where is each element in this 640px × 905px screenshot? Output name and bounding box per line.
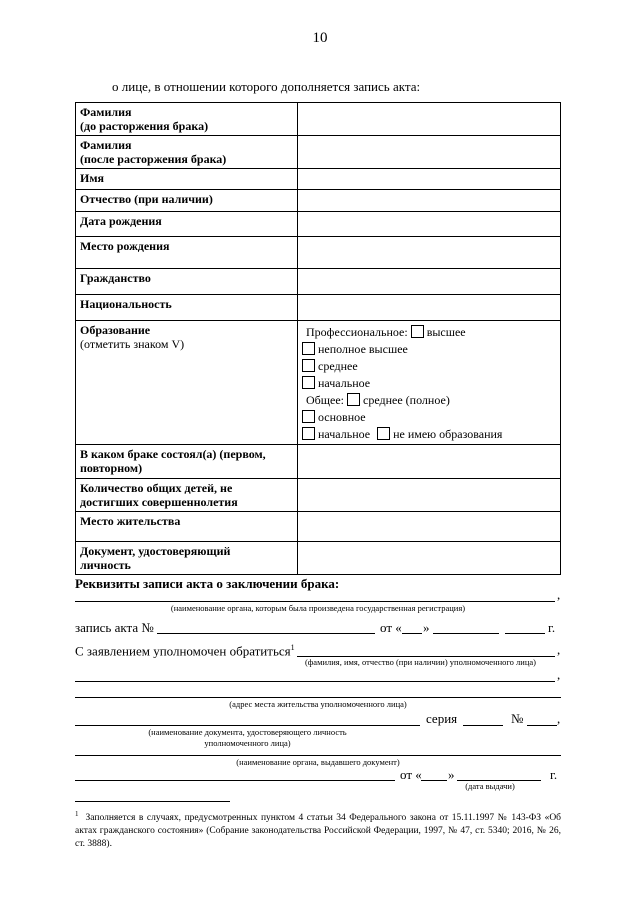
no-education-checkbox[interactable]: [377, 427, 390, 440]
caption-doc-name-1: (наименование документа, удостоверяющего личность: [148, 727, 347, 737]
education-options: [298, 321, 561, 445]
comma: ,: [557, 587, 561, 602]
professional-line: [302, 324, 556, 341]
higher-label: высшее: [426, 325, 466, 339]
issuer-continuation-line[interactable]: [75, 780, 395, 781]
row-label-id-document: Документ, удостоверяющий личность: [76, 542, 298, 575]
value-cell-id-document[interactable]: [298, 542, 561, 575]
value-cell-residence[interactable]: [298, 512, 561, 542]
row-label-education: [76, 321, 298, 445]
value-cell-citizenship[interactable]: [298, 269, 561, 295]
series-line[interactable]: [463, 725, 503, 726]
basic-label: основное: [318, 410, 366, 424]
caption-issue-date: (дата выдачи): [465, 781, 515, 791]
record-day-line[interactable]: [402, 633, 422, 634]
footnote-mark: 1: [75, 810, 79, 818]
intro-text: о лице, в отношении которого дополняется запись акта:: [112, 79, 421, 94]
footnote-text: Заполняется в случаях, предусмотренных пунктом 4 статьи 34 Федерального закона от 15.11.1997 № 143-ФЗ «Об актах гражданского состояния» (Собрание законодательства Российской Федерации, 1997, № 47, ст. 5340; 2016, № 26, ст. 3888).: [75, 813, 562, 850]
value-cell-birth-date[interactable]: [298, 212, 561, 237]
value-cell-nationality[interactable]: [298, 295, 561, 321]
education-label: Образование: [80, 323, 151, 337]
series-label: серия: [426, 711, 458, 726]
secondary-line: [302, 358, 556, 375]
authorized-label: [75, 643, 295, 659]
record-date-from: от «: [380, 620, 402, 635]
caption-fio: (фамилия, имя, отчество (при наличии) уполномоченного лица): [304, 657, 537, 667]
table-row: [76, 542, 561, 575]
authorized-text: С заявлением уполномочен обратиться: [75, 643, 291, 659]
row-label-surname-after: Фамилия (после расторжения брака): [76, 136, 298, 169]
value-cell-first-name[interactable]: [298, 169, 561, 190]
incomplete-higher-label: неполное высшее: [318, 342, 408, 356]
caption-doc-name-2: уполномоченного лица): [204, 738, 291, 748]
issue-year-label: г.: [550, 767, 558, 782]
secondary-label: среднее: [318, 359, 358, 373]
row-label-citizenship: Гражданство: [76, 269, 298, 295]
issue-quote-close: »: [448, 767, 455, 782]
education-note: (отметить знаком V): [80, 337, 185, 351]
comma: ,: [557, 667, 561, 682]
table-row: [76, 445, 561, 479]
value-cell-children[interactable]: [298, 479, 561, 512]
general-primary-checkbox[interactable]: [302, 427, 315, 440]
doc-name-line[interactable]: [75, 725, 420, 726]
higher-checkbox[interactable]: [411, 325, 424, 338]
footnote: [75, 808, 561, 851]
footnote-ref: 1: [290, 643, 295, 652]
primary-checkbox[interactable]: [302, 376, 315, 389]
table-row: [76, 512, 561, 542]
secondary-checkbox[interactable]: [302, 359, 315, 372]
row-label-residence: Место жительства: [76, 512, 298, 542]
table-row: [76, 169, 561, 190]
caption-address: (адрес места жительства уполномоченного лица): [229, 699, 407, 709]
footnote-rule: [75, 801, 230, 802]
record-number-label: запись акта №: [75, 620, 154, 635]
table-row: [76, 479, 561, 512]
record-month-line[interactable]: [433, 633, 499, 634]
general-line: [302, 392, 556, 409]
general-secondary-label: среднее (полное): [363, 393, 450, 407]
primary-label: начальное: [318, 376, 371, 390]
issue-date-from: от «: [400, 767, 422, 782]
row-label-patronymic: Отчество (при наличии): [76, 190, 298, 212]
general-secondary-checkbox[interactable]: [347, 393, 360, 406]
row-label-birth-place: Место рождения: [76, 237, 298, 269]
comma: ,: [557, 642, 561, 657]
general-label: Общее:: [306, 393, 344, 407]
basic-line: [302, 409, 556, 426]
primary-line: [302, 375, 556, 392]
row-label-first-name: Имя: [76, 169, 298, 190]
row-label-surname-before: Фамилия (до расторжения брака): [76, 103, 298, 136]
table-row: [76, 136, 561, 169]
fio-continuation-line[interactable]: [75, 681, 555, 682]
row-label-birth-date: Дата рождения: [76, 212, 298, 237]
caption-registration-org: (наименование органа, которым была произведена государственная регистрация): [170, 603, 466, 613]
value-cell-marriage[interactable]: [298, 445, 561, 479]
value-cell-surname-before[interactable]: [298, 103, 561, 136]
incomplete-higher-checkbox[interactable]: [302, 342, 315, 355]
number-label: №: [511, 711, 524, 726]
value-cell-surname-after[interactable]: [298, 136, 561, 169]
registration-org-line[interactable]: [75, 601, 555, 602]
number-line[interactable]: [527, 725, 557, 726]
value-cell-patronymic[interactable]: [298, 190, 561, 212]
table-row: [76, 190, 561, 212]
address-line[interactable]: [75, 697, 561, 698]
page-number: 10: [312, 30, 328, 46]
row-label-marriage: В каком браке состоял(а) (первом, повторном): [76, 445, 298, 479]
general-primary-line: [302, 426, 556, 443]
person-data-table: [75, 102, 561, 575]
row-label-children: Количество общих детей, не достигших совершеннолетия: [76, 479, 298, 512]
table-row: [76, 269, 561, 295]
comma: ,: [557, 711, 561, 726]
record-quote-close: »: [423, 620, 430, 635]
issuer-line[interactable]: [75, 755, 561, 756]
record-year-line[interactable]: [505, 633, 545, 634]
table-row: [76, 295, 561, 321]
row-label-nationality: Национальность: [76, 295, 298, 321]
professional-label: Профессиональное:: [306, 325, 408, 339]
table-row: [76, 237, 561, 269]
incomplete-higher-line: [302, 341, 556, 358]
no-education-label: не имею образования: [393, 427, 503, 441]
table-row: [76, 103, 561, 136]
record-year-label: г.: [548, 620, 556, 635]
general-primary-label: начальное: [318, 427, 371, 441]
caption-issuer: (наименование органа, выдавшего документ): [236, 757, 400, 767]
table-row: [76, 212, 561, 237]
value-cell-birth-place[interactable]: [298, 237, 561, 269]
table-row: [76, 321, 561, 445]
record-number-line[interactable]: [157, 633, 375, 634]
section-title: Реквизиты записи акта о заключении брака:: [75, 576, 340, 591]
basic-checkbox[interactable]: [302, 410, 315, 423]
